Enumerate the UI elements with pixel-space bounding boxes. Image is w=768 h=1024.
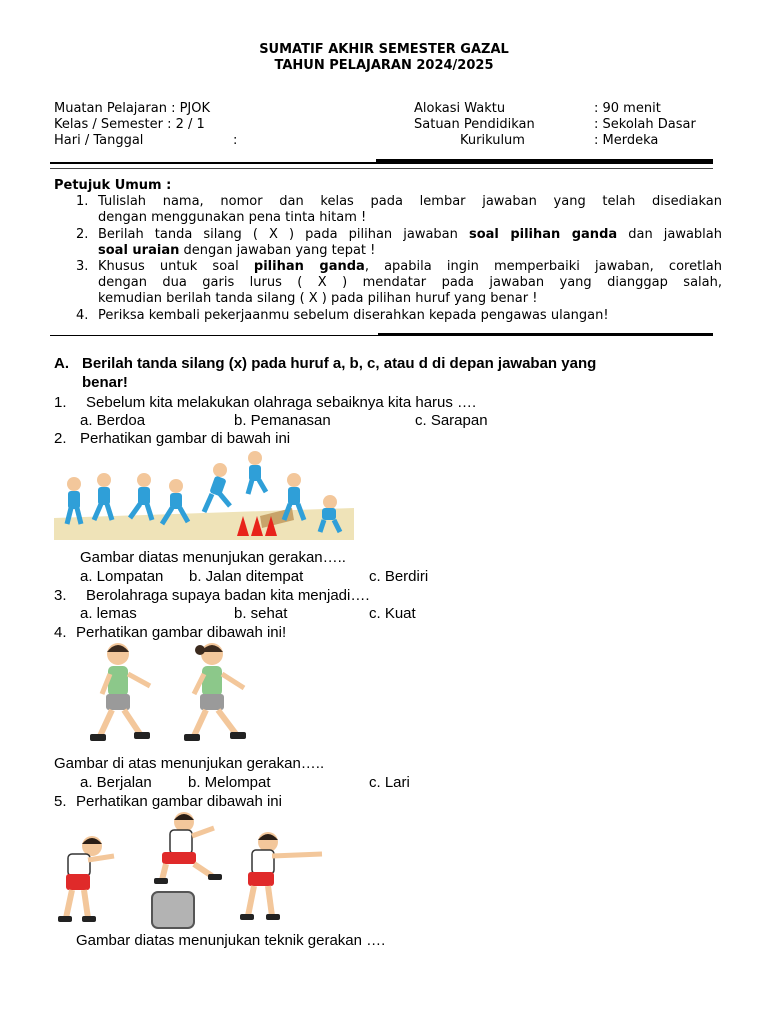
section-heading-line-2: benar! <box>82 374 128 391</box>
instruction-3-line-1: Khusus untuk soal pilihan ganda, apabila ingin memperbaiki jawaban, coretlah <box>98 259 722 274</box>
header-divider-right <box>376 159 713 164</box>
instruction-1-line-2: dengan menggunakan pena tinta hitam ! <box>98 210 367 225</box>
option-a: a. Berdoa <box>80 412 146 429</box>
option-c: c. Lari <box>369 774 410 791</box>
jump-box <box>152 892 194 928</box>
question-4-text: Perhatikan gambar dibawah ini! <box>76 624 287 641</box>
girl-walking-figure <box>184 643 246 741</box>
child-preparing-jump-figure <box>58 836 114 922</box>
question-2-text: Perhatikan gambar di bawah ini <box>80 430 291 447</box>
question-4-caption: Gambar di atas menunjukan gerakan….. <box>54 755 325 772</box>
question-3-text: Berolahraga supaya badan kita menjadi…. <box>86 587 370 604</box>
instructions-divider-left <box>50 335 380 336</box>
section-heading-line-1: Berilah tanda silang (x) pada huruf a, b, c, atau d di depan jawaban yang <box>82 355 597 372</box>
instruction-number: 3. <box>76 259 89 274</box>
option-c: c. Sarapan <box>415 412 488 429</box>
child-figure <box>204 463 230 512</box>
option-b: b. Pemanasan <box>234 412 331 429</box>
child-jumping-figure <box>154 812 222 884</box>
question-1-text: Sebelum kita melakukan olahraga sebaiknya kita harus …. <box>86 394 477 411</box>
question-number: 1. <box>54 394 67 411</box>
instruction-3-line-2: dengan dua garis lurus ( X ) mendatar pada jawaban yang dianggap salah, <box>98 275 722 290</box>
option-a: a. Berjalan <box>80 774 152 791</box>
instruction-4: Periksa kembali pekerjaanmu sebelum diserahkan kepada pengawas ulangan! <box>98 308 609 323</box>
question-number: 2. <box>54 430 67 447</box>
subject-label: Muatan Pelajaran : PJOK <box>54 101 211 116</box>
instruction-1-line-1: Tulislah nama, nomor dan kelas pada lembar jawaban yang telah disediakan <box>98 194 722 209</box>
question-number: 4. <box>54 624 67 641</box>
question-2-caption: Gambar diatas menunjukan gerakan….. <box>80 549 346 566</box>
jump-sequence-illustration <box>54 450 354 540</box>
curriculum-value: : Merdeka <box>594 133 659 148</box>
instructions-divider-right <box>378 333 713 336</box>
curriculum-label: Kurikulum <box>460 133 525 148</box>
child-figure <box>248 451 266 494</box>
option-a: a. Lompatan <box>80 568 164 585</box>
unit-value: : Sekolah Dasar <box>594 117 696 132</box>
time-value: : 90 menit <box>594 101 661 116</box>
question-5-caption: Gambar diatas menunjukan teknik gerakan …. <box>76 932 386 949</box>
option-c: c. Kuat <box>369 605 416 622</box>
instruction-2-line-2: soal uraian dengan jawaban yang tepat ! <box>98 243 376 258</box>
child-figure <box>94 473 112 520</box>
question-number: 5. <box>54 793 67 810</box>
boy-walking-figure <box>90 643 150 741</box>
option-a: a. lemas <box>80 605 137 622</box>
question-number: 3. <box>54 587 67 604</box>
class-label: Kelas / Semester : 2 / 1 <box>54 117 205 132</box>
option-b: b. Jalan ditempat <box>189 568 304 585</box>
instruction-number: 2. <box>76 227 89 242</box>
walking-children-illustration <box>84 640 284 750</box>
instruction-2-line-1: Berilah tanda silang ( X ) pada pilihan jawaban soal pilihan ganda dan jawablah <box>98 227 722 242</box>
instructions-title: Petujuk Umum : <box>54 178 172 193</box>
doc-subtitle: TAHUN PELAJARAN 2024/2025 <box>274 58 494 73</box>
unit-label: Satuan Pendidikan <box>414 117 535 132</box>
instruction-number: 1. <box>76 194 89 209</box>
date-label: Hari / Tanggal <box>54 133 144 148</box>
option-c: c. Berdiri <box>369 568 429 585</box>
option-b: b. sehat <box>234 605 288 622</box>
header-divider-thin <box>50 168 713 169</box>
box-jump-illustration <box>52 810 332 930</box>
option-b: b. Melompat <box>188 774 271 791</box>
child-landing-figure <box>240 832 322 920</box>
section-letter: A. <box>54 355 69 372</box>
instruction-3-line-3: kemudian berilah tanda silang ( X ) pada pilihan huruf yang benar ! <box>98 291 538 306</box>
question-5-text: Perhatikan gambar dibawah ini <box>76 793 282 810</box>
date-colon: : <box>233 133 238 148</box>
child-figure <box>67 477 81 524</box>
instruction-number: 4. <box>76 308 89 323</box>
time-label: Alokasi Waktu <box>414 101 506 116</box>
doc-title: SUMATIF AKHIR SEMESTER GAZAL <box>259 42 509 57</box>
child-figure <box>130 473 152 520</box>
header-divider-left <box>50 162 378 164</box>
